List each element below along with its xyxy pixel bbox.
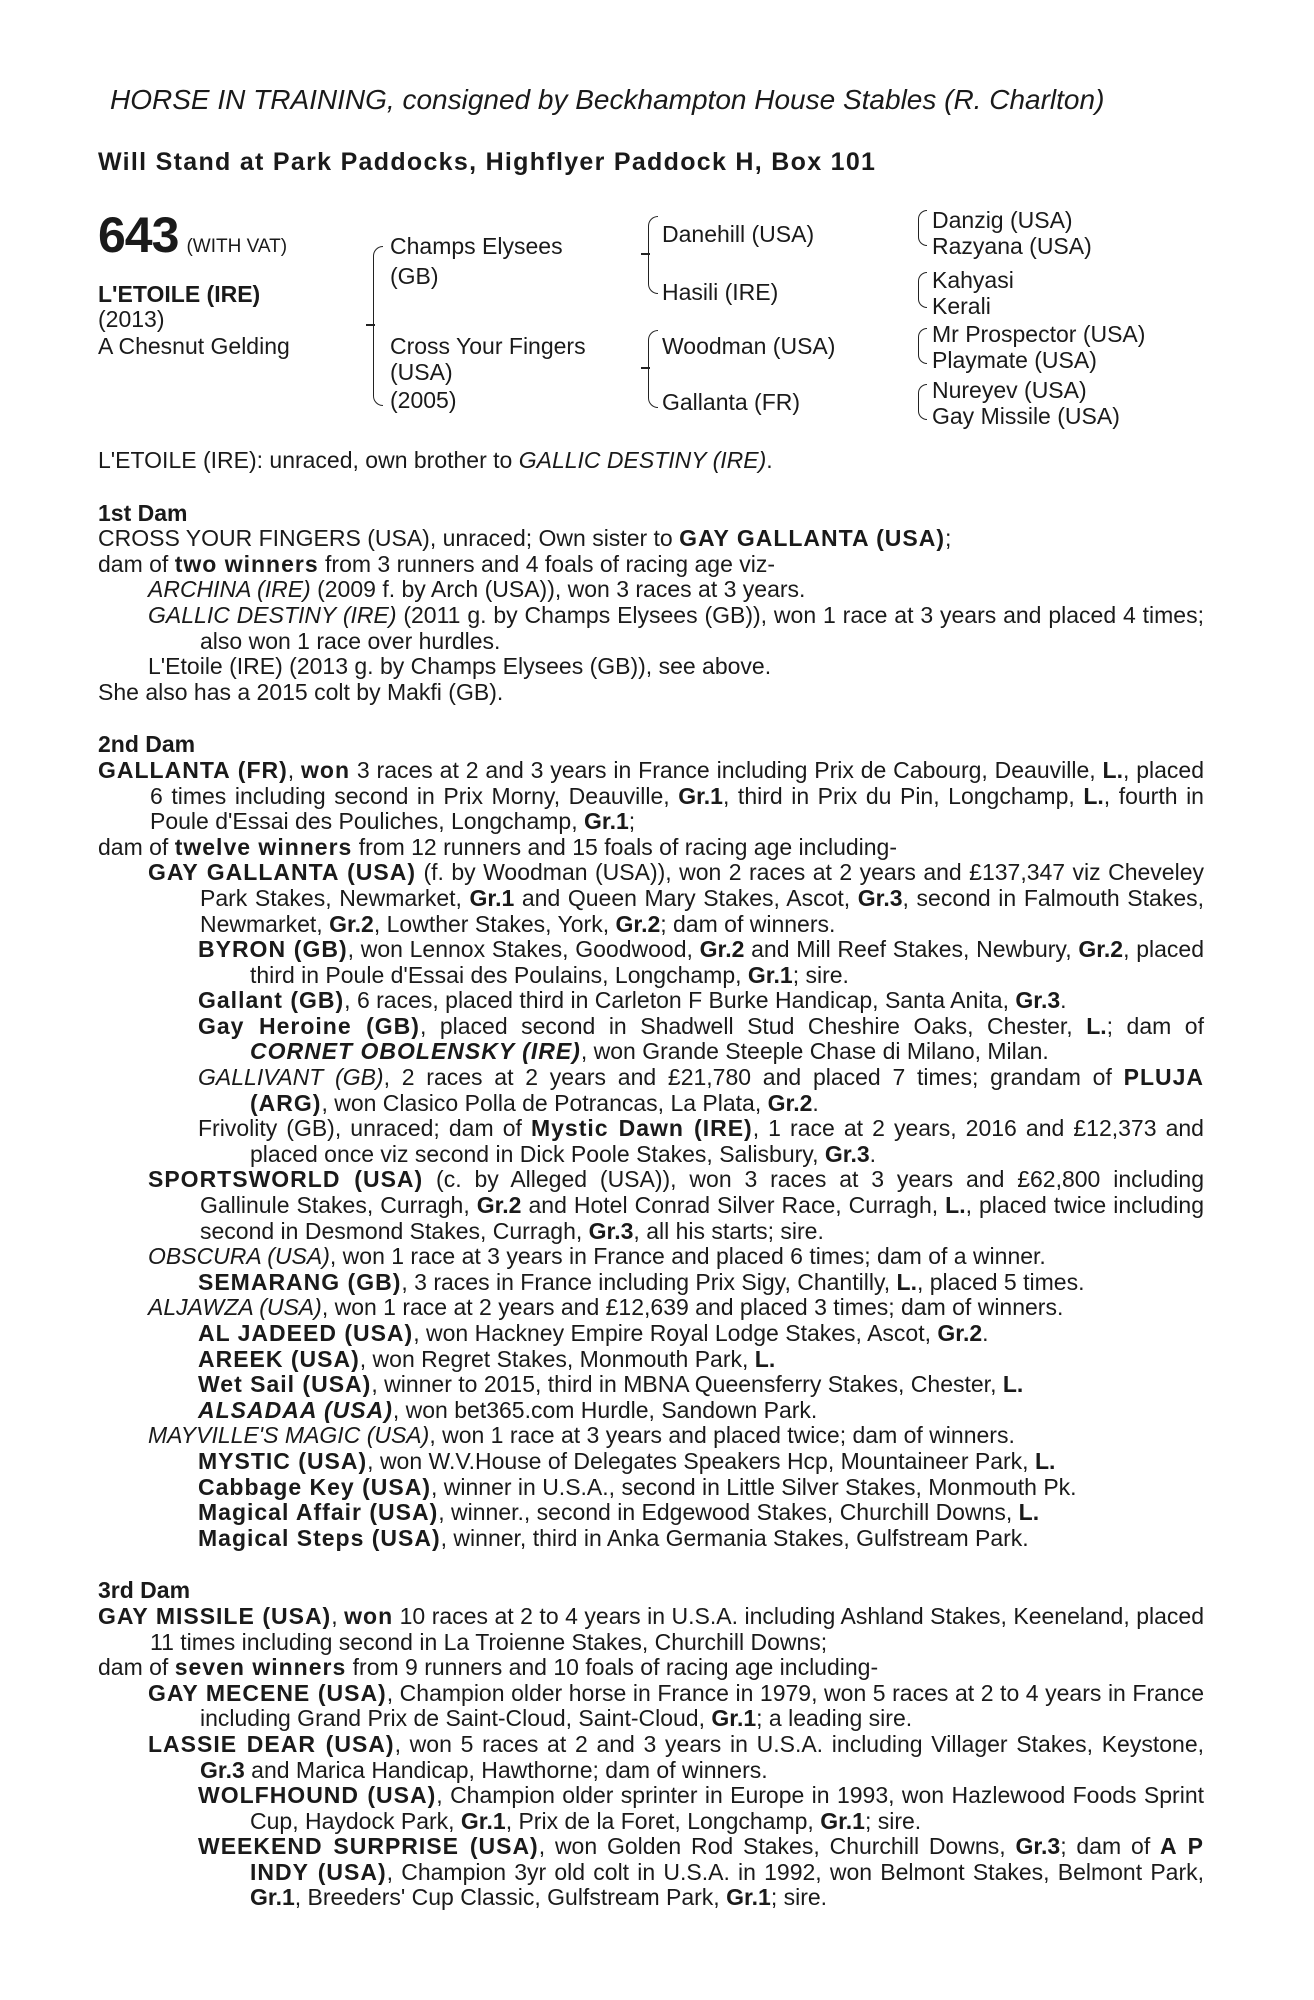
produce-gallivant: GALLIVANT (GB), 2 races at 2 years and £21,780 and placed 7 times; grandam of PLUJA (ARG), won Clasico Polla de Potrancas, La Plata, Gr.2. <box>198 1064 1205 1116</box>
pedigree-ggs-4: Kerali <box>932 293 991 319</box>
produce-archina: ARCHINA (IRE) (2009 f. by Arch (USA)), won 3 races at 3 years. <box>148 576 806 603</box>
produce-obscura: OBSCURA (USA), won 1 race at 3 years in France and placed 6 times; dam of a winner. <box>148 1243 1046 1270</box>
pedigree-brace-tip <box>641 367 650 369</box>
produce-gay-gallanta: GAY GALLANTA (USA) (f. by Woodman (USA)), won 2 races at 2 years and £137,347 viz Cheveley Park Stakes, Newmarket, Gr.1 and Queen Mary Stakes, Ascot, Gr.3, second in Falmouth Stakes, Newmarket, Gr.2, Lowther Stakes, York, Gr.2; dam of winners. <box>148 859 1204 937</box>
third-dam-line: GAY MISSILE (USA), won 10 races at 2 to 4 years in U.S.A. including Ashland Stakes, Keeneland, placed 11 times including second in La Troienne Stakes, Churchill Downs; <box>98 1602 1205 1655</box>
pedigree-sire-sire: Danehill (USA) <box>662 221 815 247</box>
produce-wolfhound: WOLFHOUND (USA), Champion older sprinter in Europe in 1993, won Hazlewood Foods Sprint Cup, Haydock Park, Gr.1, Prix de la Foret, Longchamp, Gr.1; sire. <box>198 1782 1205 1834</box>
produce-gallic-destiny: GALLIC DESTINY (IRE) (2011 g. by Champs Elysees (GB)), won 1 race at 3 years and placed 4 times; also won 1 race over hurdles. <box>148 601 1204 654</box>
lot-number: 643 <box>98 207 179 263</box>
pedigree-ggs-6: Playmate (USA) <box>932 347 1097 373</box>
produce-byron: BYRON (GB), won Lennox Stakes, Goodwood, Gr.2 and Mill Reef Stakes, Newbury, Gr.2, placed third in Poule d'Essai des Poulains, Longchamp, Gr.1; sire. <box>198 936 1204 988</box>
produce-weekend-surprise: WEEKEND SURPRISE (USA), won Golden Rod Stakes, Churchill Downs, Gr.3; dam of A P INDY (USA), Champion 3yr old colt in U.S.A. in 1992, won Belmont Stakes, Belmont Park, Gr.1, Breeders' Cup Classic, Gulfstream Park, Gr.1; sire. <box>198 1833 1204 1911</box>
produce-lassie-dear: LASSIE DEAR (USA), won 5 races at 2 and 3 years in U.S.A. including Villager Stakes, Keystone, Gr.3 and Marica Handicap, Hawthorne; dam of winners. <box>148 1730 1205 1783</box>
pedigree-sire-dam: Hasili (IRE) <box>662 279 779 305</box>
pedigree-brace <box>373 246 383 406</box>
produce-gay-mecene: GAY MECENE (USA), Champion older horse in France in 1979, won 5 races at 2 to 4 years in France including Grand Prix de Saint-Cloud, Saint-Cloud, Gr.1; a leading sire. <box>148 1679 1204 1732</box>
pedigree-brace <box>648 330 658 408</box>
produce-aljawza: ALJAWZA (USA), won 1 race at 2 years and £12,639 and placed 3 times; dam of winners. <box>148 1294 1064 1321</box>
produce-wet-sail: Wet Sail (USA), winner to 2015, third in MBNA Queensferry Stakes, Chester, L. <box>198 1371 1024 1398</box>
pedigree-dam: Cross Your Fingers <box>390 333 586 359</box>
pedigree-dam-sire: Woodman (USA) <box>662 333 836 359</box>
third-dam-produce-line: dam of seven winners from 9 runners and 10 foals of racing age including- <box>98 1654 879 1681</box>
pedigree-brace-tip <box>366 324 375 326</box>
produce-semarang: SEMARANG (GB), 3 races in France including Prix Sigy, Chantilly, L., placed 5 times. <box>198 1268 1085 1295</box>
pedigree-ggs-1: Danzig (USA) <box>932 207 1073 233</box>
produce-letoile: L'Etoile (IRE) (2013 g. by Champs Elysees (GB)), see above. <box>148 653 772 680</box>
page-header: HORSE IN TRAINING, consigned by Beckhampton House Stables (R. Charlton) <box>110 84 1105 115</box>
pedigree-brace <box>918 384 927 420</box>
pedigree-brace <box>648 216 658 294</box>
vat-note: (WITH VAT) <box>186 236 288 257</box>
stand-location: Will Stand at Park Paddocks, Highflyer Paddock H, Box 101 <box>98 148 877 176</box>
produce-mystic: MYSTIC (USA), won W.V.House of Delegates Speakers Hcp, Mountaineer Park, L. <box>198 1447 1056 1474</box>
pedigree-ggs-8: Gay Missile (USA) <box>932 403 1120 429</box>
produce-mayvilles-magic: MAYVILLE'S MAGIC (USA), won 1 race at 3 years and placed twice; dam of winners. <box>148 1422 1015 1449</box>
second-dam-heading: 2nd Dam <box>98 731 196 758</box>
pedigree-notes <box>98 448 1204 1911</box>
summary-line: L'ETOILE (IRE): unraced, own brother to GALLIC DESTINY (IRE). <box>98 447 773 473</box>
first-dam-heading: 1st Dam <box>98 499 188 526</box>
produce-gay-heroine: Gay Heroine (GB), placed second in Shadwell Stud Cheshire Oaks, Chester, L.; dam of CORNET OBOLENSKY (IRE), won Grande Steeple Chase di Milano, Milan. <box>198 1012 1204 1065</box>
pedigree-brace-tip <box>641 253 650 255</box>
produce-alsadaa: ALSADAA (USA), won bet365.com Hurdle, Sandown Park. <box>198 1396 818 1423</box>
pedigree-dam-country: (USA) <box>390 359 453 385</box>
pedigree-sire-country: (GB) <box>390 263 439 289</box>
pedigree-brace <box>918 210 927 246</box>
lot-number-block <box>98 206 287 264</box>
produce-areek: AREEK (USA), won Regret Stakes, Monmouth Park, L. <box>198 1345 776 1372</box>
pedigree-brace <box>918 272 927 308</box>
pedigree-ggs-5: Mr Prospector (USA) <box>932 321 1146 347</box>
produce-2015-colt: She also has a 2015 colt by Makfi (GB). <box>98 678 504 705</box>
pedigree-dam-year: (2005) <box>390 387 457 413</box>
first-dam-line: CROSS YOUR FINGERS (USA), unraced; Own sister to GAY GALLANTA (USA); <box>98 525 952 552</box>
produce-magical-steps: Magical Steps (USA), winner, third in Anka Germania Stakes, Gulfstream Park. <box>198 1524 1029 1551</box>
horse-year: (2013) <box>98 306 165 332</box>
horse-name: L'ETOILE (IRE) <box>98 281 261 307</box>
produce-cabbage-key: Cabbage Key (USA), winner in U.S.A., second in Little Silver Stakes, Monmouth Pk. <box>198 1473 1077 1500</box>
pedigree-sire: Champs Elysees <box>390 233 563 259</box>
pedigree-ggs-2: Razyana (USA) <box>932 233 1092 259</box>
pedigree-ggs-7: Nureyev (USA) <box>932 377 1087 403</box>
pedigree-brace <box>918 328 927 364</box>
first-dam-produce-line: dam of two winners from 3 runners and 4 foals of racing age viz- <box>98 550 776 577</box>
produce-sportsworld: SPORTSWORLD (USA) (c. by Alleged (USA)), won 3 races at 3 years and £62,800 including Gallinule Stakes, Curragh, Gr.2 and Hotel Conrad Silver Race, Curragh, L., placed twice including second in Desmond Stakes, Curragh, Gr.3, all his starts; sire. <box>148 1166 1204 1244</box>
produce-magical-affair: Magical Affair (USA), winner., second in Edgewood Stakes, Churchill Downs, L. <box>198 1499 1040 1526</box>
pedigree-ggs-3: Kahyasi <box>932 267 1014 293</box>
produce-gallant: Gallant (GB), 6 races, placed third in Carleton F Burke Handicap, Santa Anita, Gr.3. <box>198 987 1067 1014</box>
produce-frivolity: Frivolity (GB), unraced; dam of Mystic Dawn (IRE), 1 race at 2 years, 2016 and £12,373 and placed once viz second in Dick Poole Stakes, Salisbury, Gr.3. <box>198 1115 1204 1167</box>
produce-al-jadeed: AL JADEED (USA), won Hackney Empire Royal Lodge Stakes, Ascot, Gr.2. <box>198 1320 989 1346</box>
third-dam-heading: 3rd Dam <box>98 1577 191 1604</box>
horse-description: A Chesnut Gelding <box>98 333 290 359</box>
pedigree-dam-dam: Gallanta (FR) <box>662 389 801 415</box>
second-dam-produce-line: dam of twelve winners from 12 runners and 15 foals of racing age including- <box>98 833 897 860</box>
second-dam-line: GALLANTA (FR), won 3 races at 2 and 3 years in France including Prix de Cabourg, Deauville, L., placed 6 times including second in Prix Morny, Deauville, Gr.1, third in Prix du Pin, Longchamp, L., fourth in Poule d'Essai des Pouliches, Longchamp, Gr.1; <box>98 756 1205 835</box>
